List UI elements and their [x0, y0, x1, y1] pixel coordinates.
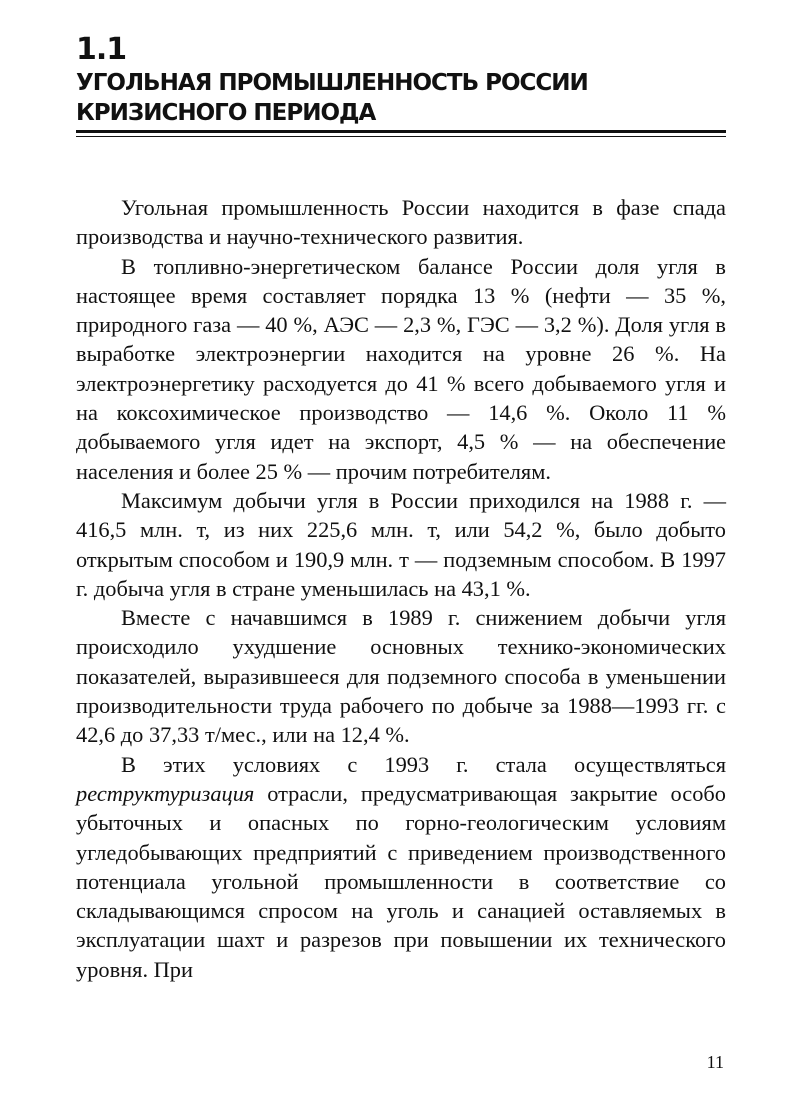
header-rule-thick — [76, 130, 726, 133]
chapter-title-line-2: КРИЗИСНОГО ПЕРИОДА — [76, 100, 376, 126]
paragraph-5-term: реструктуризация — [76, 780, 255, 806]
paragraph-5 — [76, 750, 726, 984]
paragraph-5-start: В этих условиях с 1993 г. стала осуществляться — [121, 751, 726, 777]
paragraph-1: Угольная промышленность России находится в фазе спада производства и научно-технического развития. — [76, 195, 726, 250]
paragraph-3: Максимум добычи угля в России приходился на 1988 г. — 416,5 млн. т, из них 225,6 млн. т, или 54,2 %, было добыто открытым способом и 190,9 млн. т — подземным способом. В 1997 г. добыча угля в стране уменьшилась на 43,1 %. — [76, 487, 726, 601]
paragraph-2: В топливно-энергетическом балансе России доля угля в настоящее время составляет порядка 13 % (нефти — 35 %, природного газа — 40 %, АЭС — 2,3 %, ГЭС — 3,2 %). Доля угля в выработке электроэнергии находится на уровне 26 %. На электроэнергетику расходуется до 41 % всего добываемого угля и на коксохимическое производство — 14,6 %. Около 11 % добываемого угля идет на экспорт, 4,5 % — на обеспечение населения и более 25 % — прочим потребителям. — [76, 253, 726, 484]
header-rule-thin — [76, 136, 726, 137]
paragraph-5-rest: отрасли, предусматривающая закрытие особо убыточных и опасных по горно-геологическим условиям угледобывающих предприятий с приведением производственного потенциала угольной промышленности в соответствие со складывающимся спросом на уголь и санацией оставляемых в эксплуатации шахт и разрезов при повышении их технического уровня. При — [76, 780, 726, 982]
chapter-header — [76, 34, 726, 128]
chapter-title-line-1: УГОЛЬНАЯ ПРОМЫШЛЕННОСТЬ РОССИИ — [76, 70, 588, 96]
page-number: 11 — [706, 1052, 724, 1072]
chapter-title — [76, 68, 726, 128]
chapter-number: 1.1 — [76, 32, 127, 67]
body-text — [76, 193, 726, 984]
paragraph-4: Вместе с начавшимся в 1989 г. снижением добычи угля происходило ухудшение основных технико-экономических показателей, выразившееся для подземного способа в уменьшении производительности труда рабочего по добыче за 1988—1993 гг. с 42,6 до 37,33 т/мес., или на 12,4 %. — [76, 605, 726, 748]
